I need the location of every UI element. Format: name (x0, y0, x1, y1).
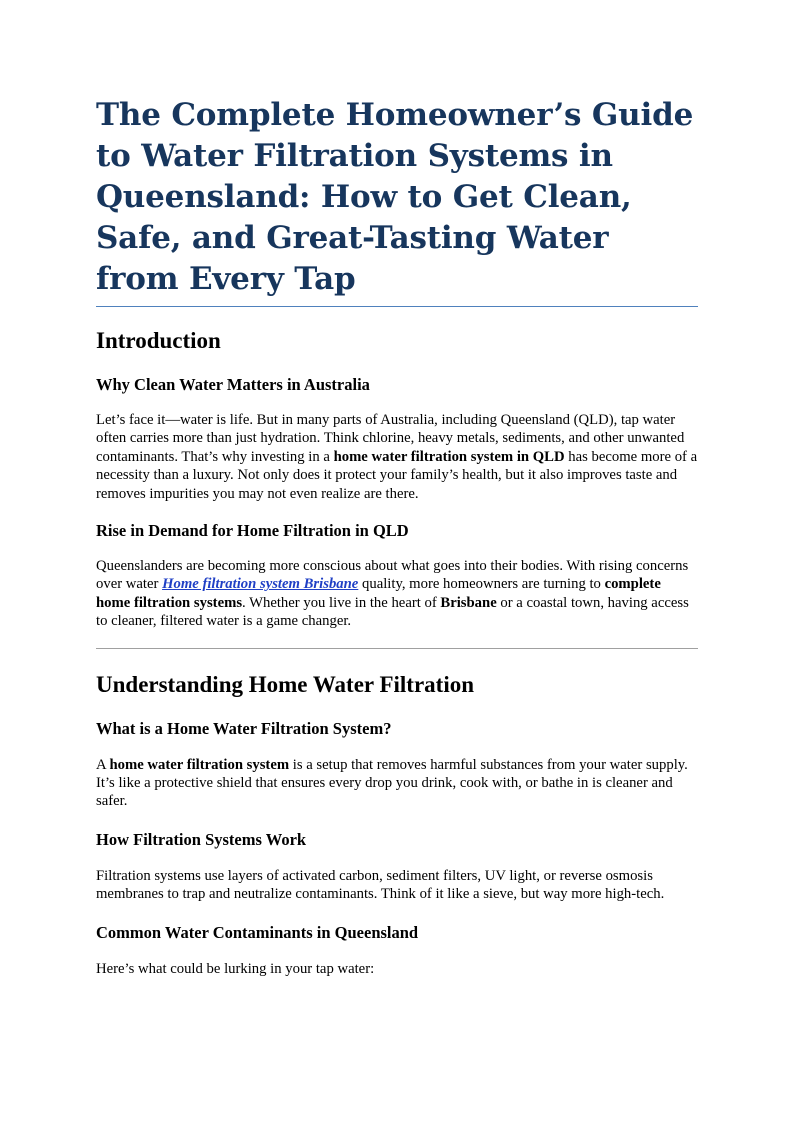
paragraph-why-clean-water: Let’s face it—water is life. But in many parts of Australia, including Queensland (QLD), tap water often carries more than just hydration. Think chlorine, heavy metals, sediments, and other unwanted contaminants. That’s why investing in a home water filtration system in QLD has become more of a necessity than a luxury. Not only does it protect your family’s health, but it also improves taste and removes impurities you may not even realize are there. (96, 412, 698, 502)
subheading-why-clean-water: Why Clean Water Matters in Australia (96, 375, 370, 394)
subheading-rise-in-demand: Rise in Demand for Home Filtration in QLD (96, 521, 409, 541)
link-home-filtration-brisbane[interactable]: Home filtration system Brisbane (162, 576, 359, 593)
horizontal-rule (96, 648, 698, 649)
subheading-how-systems-work: How Filtration Systems Work (96, 829, 307, 849)
document-page (96, 95, 698, 978)
subheading-what-is-system: What is a Home Water Filtration System? (96, 718, 392, 738)
document-title: The Complete Homeowner’s Guide to Water Filtration Systems in Queensland: How to Get Clean, Safe, and Great-Tasting Water from Every Tap (96, 95, 698, 307)
section-heading-understanding: Understanding Home Water Filtration (96, 671, 475, 697)
subheading-common-contaminants: Common Water Contaminants in Queensland (96, 922, 419, 942)
section-heading-introduction: Introduction (96, 328, 221, 353)
paragraph-what-is-system: A home water filtration system is a setup that removes harmful substances from your water supply. It’s like a protective shield that ensures every drop you drink, cook with, or bathe in is cleaner and safer. (96, 756, 688, 810)
paragraph-rise-in-demand: Queenslanders are becoming more conscious about what goes into their bodies. With rising concerns over water Home filtration system Brisbane quality, more homeowners are turning to complete home filtration systems. Whether you live in the heart of Brisbane or a coastal town, having access to cleaner, filtered water is a game changer. (96, 558, 689, 630)
paragraph-how-systems-work: Filtration systems use layers of activated carbon, sediment filters, UV light, or reverse osmosis membranes to trap and neutralize contaminants. Think of it like a sieve, but way more high-tech. (96, 867, 665, 903)
paragraph-common-contaminants: Here’s what could be lurking in your tap water: (96, 960, 375, 977)
